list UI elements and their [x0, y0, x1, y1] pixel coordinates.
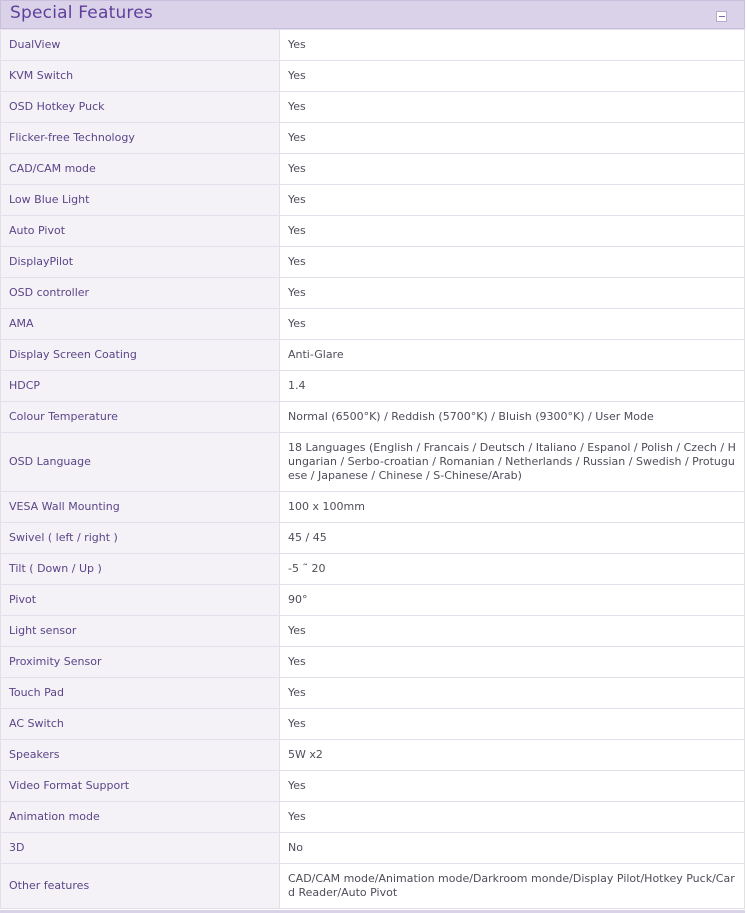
- row-value: 90°: [280, 585, 745, 616]
- row-value: CAD/CAM mode/Animation mode/Darkroom monde/Display Pilot/Hotkey Puck/Card Reader/Auto Pivot: [280, 864, 745, 909]
- row-label: CAD/CAM mode: [1, 154, 280, 185]
- row-value: Yes: [280, 185, 745, 216]
- row-value: Yes: [280, 247, 745, 278]
- table-row: [1, 30, 745, 61]
- row-label: Animation mode: [1, 802, 280, 833]
- row-label: DisplayPilot: [1, 247, 280, 278]
- row-label: Tilt ( Down / Up ): [1, 554, 280, 585]
- table-row: [1, 864, 745, 909]
- table-row: [1, 585, 745, 616]
- row-value: 100 x 100mm: [280, 492, 745, 523]
- row-label: Colour Temperature: [1, 402, 280, 433]
- row-label: Light sensor: [1, 616, 280, 647]
- row-label: AC Switch: [1, 709, 280, 740]
- table-row: [1, 371, 745, 402]
- table-row: [1, 278, 745, 309]
- row-label: AMA: [1, 309, 280, 340]
- row-label: DualView: [1, 30, 280, 61]
- row-label: Other features: [1, 864, 280, 909]
- row-value: 18 Languages (English / Francais / Deutsch / Italiano / Espanol / Polish / Czech / Hungarian / Serbo-croatian / Romanian / Netherlands / Russian / Swedish / Protuguese / Japanese / Chinese / S-Chinese/Arab): [280, 433, 745, 492]
- row-label: OSD Hotkey Puck: [1, 92, 280, 123]
- table-row: [1, 771, 745, 802]
- row-label: HDCP: [1, 371, 280, 402]
- table-row: [1, 402, 745, 433]
- row-value: Yes: [280, 709, 745, 740]
- row-label: Speakers: [1, 740, 280, 771]
- row-label: Proximity Sensor: [1, 647, 280, 678]
- table-row: [1, 709, 745, 740]
- row-label: VESA Wall Mounting: [1, 492, 280, 523]
- row-label: Auto Pivot: [1, 216, 280, 247]
- table-row: [1, 123, 745, 154]
- table-row: [1, 185, 745, 216]
- row-label: Swivel ( left / right ): [1, 523, 280, 554]
- section-title: Special Features: [10, 3, 153, 23]
- row-value: Yes: [280, 154, 745, 185]
- row-label: OSD controller: [1, 278, 280, 309]
- table-row: [1, 802, 745, 833]
- row-label: Display Screen Coating: [1, 340, 280, 371]
- row-label: KVM Switch: [1, 61, 280, 92]
- table-row: [1, 247, 745, 278]
- row-value: Yes: [280, 216, 745, 247]
- row-value: Yes: [280, 616, 745, 647]
- row-value: Yes: [280, 647, 745, 678]
- table-row: [1, 833, 745, 864]
- row-value: -5 ˜ 20: [280, 554, 745, 585]
- row-value: Yes: [280, 61, 745, 92]
- row-label: Flicker-free Technology: [1, 123, 280, 154]
- table-row: [1, 492, 745, 523]
- row-value: Yes: [280, 309, 745, 340]
- table-row: [1, 340, 745, 371]
- row-value: Yes: [280, 123, 745, 154]
- row-value: 5W x2: [280, 740, 745, 771]
- table-row: [1, 616, 745, 647]
- table-row: [1, 61, 745, 92]
- table-row: [1, 678, 745, 709]
- table-row: [1, 523, 745, 554]
- table-row: [1, 433, 745, 492]
- table-row: [1, 740, 745, 771]
- row-value: No: [280, 833, 745, 864]
- table-row: [1, 154, 745, 185]
- row-label: Video Format Support: [1, 771, 280, 802]
- row-value: Yes: [280, 278, 745, 309]
- row-label: Low Blue Light: [1, 185, 280, 216]
- row-value: Yes: [280, 771, 745, 802]
- row-value: 45 / 45: [280, 523, 745, 554]
- row-value: Anti-Glare: [280, 340, 745, 371]
- row-value: Yes: [280, 30, 745, 61]
- row-value: Yes: [280, 802, 745, 833]
- row-label: Touch Pad: [1, 678, 280, 709]
- spec-table: [0, 29, 745, 909]
- section-header[interactable]: [0, 0, 745, 29]
- table-row: [1, 554, 745, 585]
- row-label: Pivot: [1, 585, 280, 616]
- table-row: [1, 309, 745, 340]
- table-row: [1, 647, 745, 678]
- row-value: Normal (6500°K) / Reddish (5700°K) / Bluish (9300°K) / User Mode: [280, 402, 745, 433]
- row-label: OSD Language: [1, 433, 280, 492]
- row-value: Yes: [280, 92, 745, 123]
- row-label: 3D: [1, 833, 280, 864]
- row-value: 1.4: [280, 371, 745, 402]
- table-row: [1, 92, 745, 123]
- row-value: Yes: [280, 678, 745, 709]
- table-row: [1, 216, 745, 247]
- minus-icon[interactable]: [716, 11, 727, 22]
